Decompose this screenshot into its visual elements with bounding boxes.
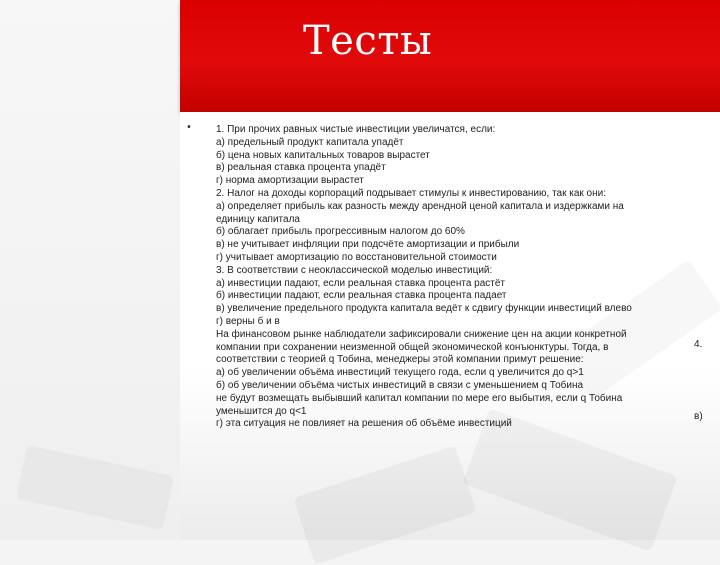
side-note-answer-option: в) <box>694 411 703 422</box>
text-line: в) реальная ставка процента упадёт <box>216 162 386 174</box>
text-line: соответствии с теорией q Тобина, менеджеры этой компании примут решение: <box>216 354 584 366</box>
text-line: единицу капитала <box>216 213 300 225</box>
text-line: г) учитывает амортизацию по восстановительной стоимости <box>216 251 497 263</box>
side-note-question-number: 4. <box>694 339 703 350</box>
text-line: На финансовом рынке наблюдатели зафиксировали снижение цен на акции конкретной <box>216 328 627 340</box>
text-line: компании при сохранении неизменной общей экономической конъюнктуры. Тогда, в <box>216 341 609 353</box>
slide-title: Тесты <box>303 18 433 64</box>
text-line: г) верны б и в <box>216 315 280 327</box>
text-line: в) увеличение предельного продукта капитала ведёт к сдвигу функции инвестиций влево <box>216 303 632 315</box>
text-line: г) норма амортизации вырастет <box>216 175 364 187</box>
text-line: 2. Налог на доходы корпораций подрывает стимулы к инвестированию, так как они: <box>216 187 607 199</box>
text-line: б) инвестиции падают, если реальная ставка процента падает <box>216 290 507 302</box>
text-line: не будут возмещать выбывший капитал компании по мере его выбытия, если q Тобина <box>216 392 623 404</box>
text-line: б) об увеличении объёма чистых инвестиций в связи с уменьшением q Тобина <box>216 379 584 391</box>
text-line: 3. В соответствии с неоклассической моделью инвестиций: <box>216 264 493 276</box>
text-line: а) определяет прибыль как разность между арендной ценой капитала и издержками на <box>216 200 624 212</box>
text-line: б) облагает прибыль прогрессивным налогом до 60% <box>216 226 465 238</box>
text-line: а) об увеличении объёма инвестиций текущего года, если q увеличится до q>1 <box>216 367 584 379</box>
slide-header <box>180 0 720 112</box>
text-line: а) предельный продукт капитала упадёт <box>216 136 404 148</box>
bullet-marker: • <box>186 122 192 133</box>
text-line: г) эта ситуация не повлияет на решения об объёме инвестиций <box>216 418 512 430</box>
text-line: уменьшится до q<1 <box>216 405 307 417</box>
text-line: а) инвестиции падают, если реальная ставка процента растёт <box>216 277 505 289</box>
test-questions-text <box>216 124 681 431</box>
text-line: 1. При прочих равных чистые инвестиции увеличатся, если: <box>216 124 496 135</box>
text-line: в) не учитывает инфляции при подсчёте амортизации и прибыли <box>216 239 520 251</box>
text-line: б) цена новых капитальных товаров вырастет <box>216 149 430 161</box>
